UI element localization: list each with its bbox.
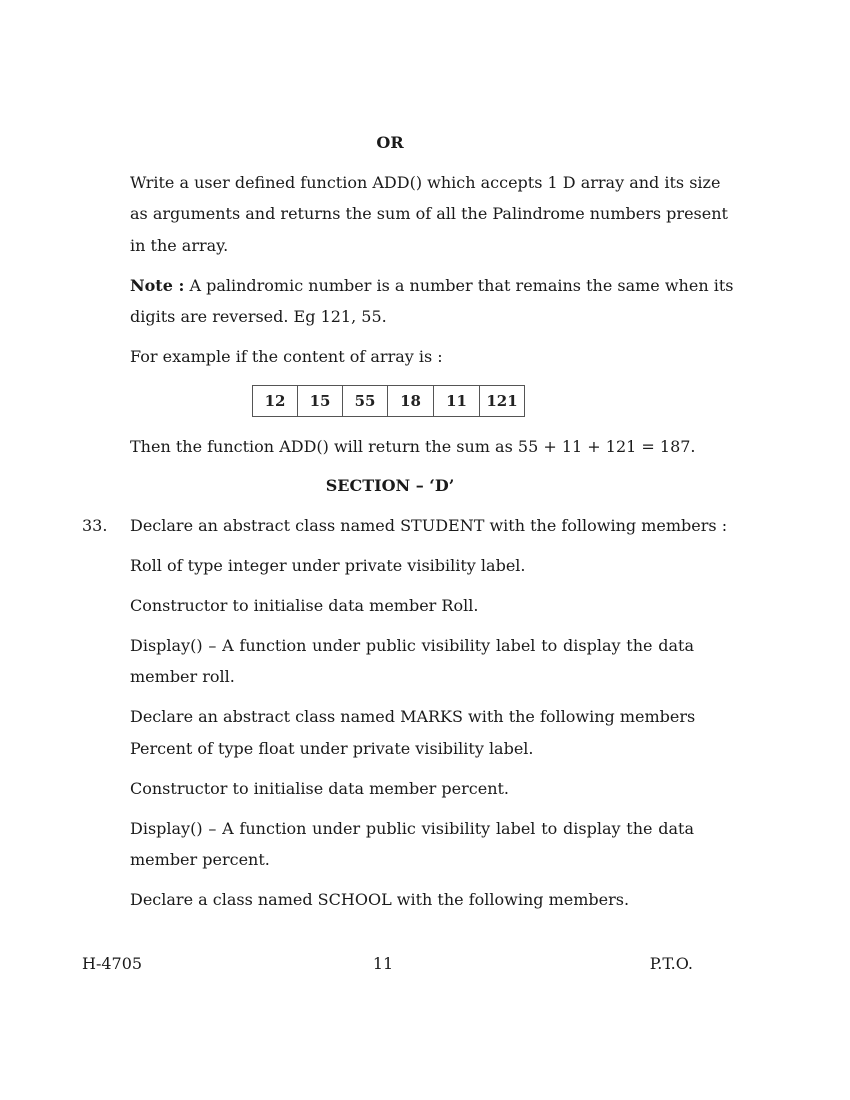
question-line-3: in the array. (130, 236, 229, 255)
result-line: Then the function ADD() will return the sum as 55 + 11 + 121 = 187. (130, 437, 696, 456)
q33-line-3: Constructor to initialise data member Roll. (130, 596, 479, 615)
q33-line-6: Declare an abstract class named MARKS with the following members (130, 707, 696, 726)
q33-line-11: Declare a class named SCHOOL with the following members. (130, 890, 630, 909)
note-label: Note : (130, 276, 185, 295)
question-number: 33. (82, 516, 108, 535)
array-cell-5: 11 (434, 386, 480, 417)
or-heading: OR (376, 133, 404, 152)
q33-line-4: Display() – A function under public visibility label to display the data (130, 636, 694, 655)
q33-line-8: Constructor to initialise data member percent. (130, 779, 510, 798)
q33-line-7: Percent of type float under private visibility label. (130, 739, 534, 758)
note-line-2: digits are reversed. Eg 121, 55. (130, 307, 387, 326)
section-heading: SECTION – ‘D’ (325, 476, 455, 495)
array-cell-2: 15 (298, 386, 343, 417)
array-cell-6: 121 (480, 386, 525, 417)
q33-line-10: member percent. (130, 850, 270, 869)
array-cell-4: 18 (388, 386, 434, 417)
array-row (253, 386, 525, 417)
q33-line-5: member roll. (130, 667, 235, 686)
example-intro: For example if the content of array is : (130, 347, 443, 366)
footer-pto: P.T.O. (649, 954, 693, 973)
q33-line-9: Display() – A function under public visibility label to display the data (130, 819, 694, 838)
q33-line-2: Roll of type integer under private visibility label. (130, 556, 526, 575)
question-line-2: as arguments and returns the sum of all the Palindrome numbers present (130, 204, 728, 223)
array-cell-3: 55 (343, 386, 388, 417)
footer-code: H-4705 (82, 954, 143, 973)
array-cell-1: 12 (253, 386, 298, 417)
note-text-1: A palindromic number is a number that remains the same when its (189, 276, 734, 295)
footer-page-number: 11 (372, 954, 394, 973)
question-line-1: Write a user defined function ADD() which accepts 1 D array and its size (130, 173, 721, 192)
note-line-1 (130, 276, 734, 296)
q33-line-1: Declare an abstract class named STUDENT with the following members : (130, 516, 728, 535)
array-table (252, 385, 525, 417)
